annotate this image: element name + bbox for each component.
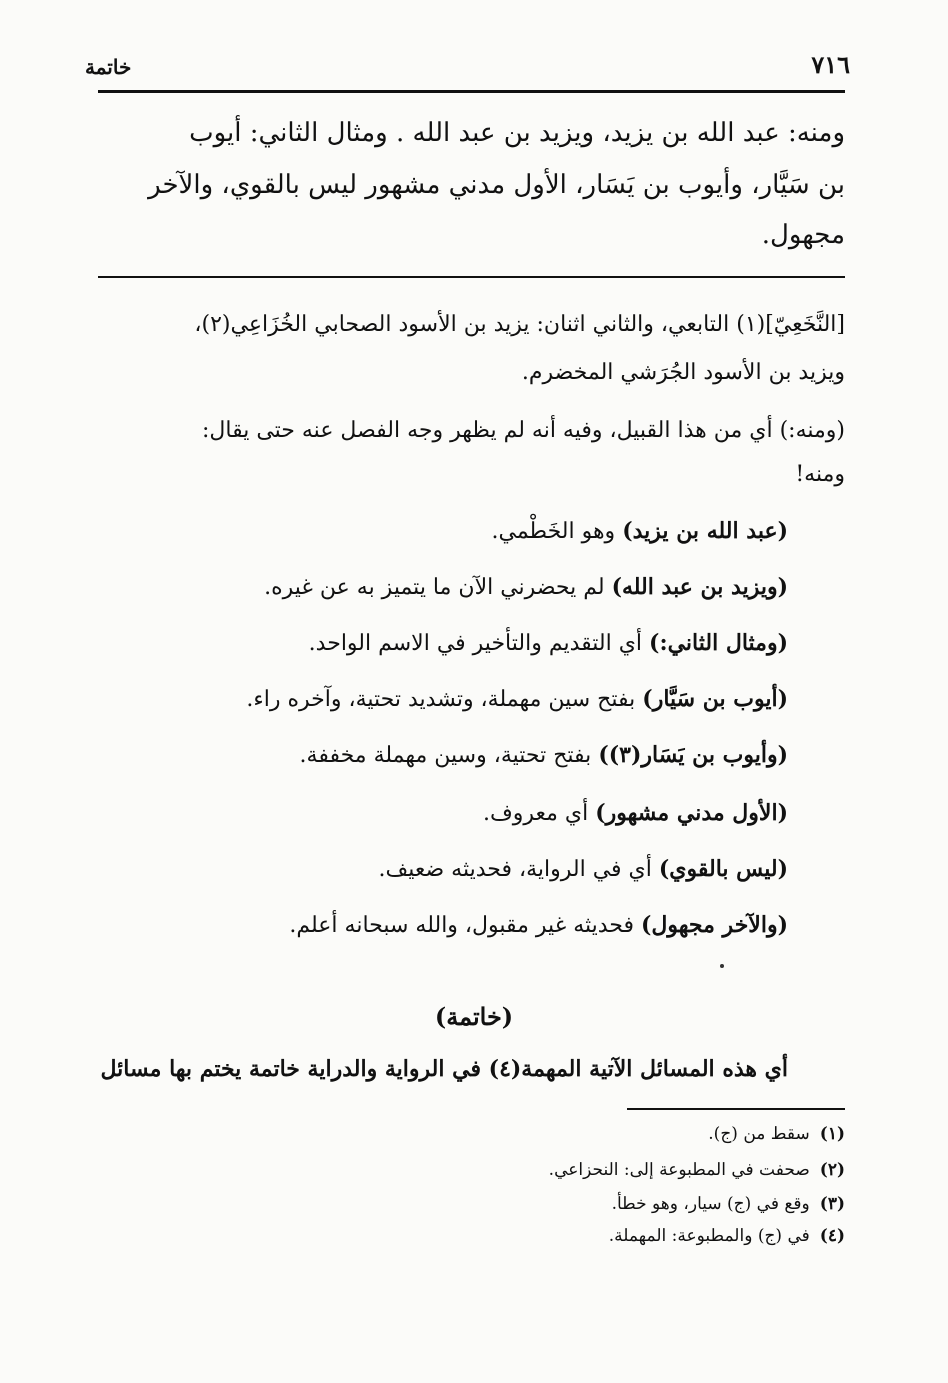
entry-lead: (أيوب بن سَيَّار): [642, 686, 788, 712]
entry-line: [264, 574, 788, 600]
commentary-line: [النَّخَعِيّ](١) التابعي، والثاني اثنان: يزيد بن الأسود الصحابي الخُزَاعِي(٢)،: [194, 312, 845, 337]
footnote-number: (١): [819, 1124, 845, 1144]
footnote-text: في (ج) والمطبوعة: المهملة.: [608, 1226, 810, 1246]
entry-lead: (ليس بالقوي): [658, 856, 788, 882]
entry-lead: (ومثال الثاني:): [649, 630, 788, 656]
stray-dot: [720, 964, 724, 968]
entry-text: أي في الرواية، فحديثه ضعيف.: [378, 857, 659, 882]
matn-line: ومنه: عبد الله بن يزيد، ويزيد بن عبد الله . ومثال الثاني: أيوب: [189, 118, 845, 148]
footnote: [549, 1160, 845, 1180]
footnote: [708, 1124, 845, 1144]
footnote-text: صحفت في المطبوعة إلى: النحزاعي.: [548, 1160, 810, 1180]
footnote-number: (٢): [819, 1160, 845, 1180]
entry-line: [300, 742, 788, 768]
entry-line: [289, 912, 788, 938]
page-number: ٧١٦: [811, 50, 850, 79]
footnote-text: وقع في (ج) سيار، وهو خطأ.: [611, 1194, 810, 1214]
entry-text: أي معروف.: [482, 801, 596, 826]
entry-text: أي التقديم والتأخير في الاسم الواحد.: [308, 631, 650, 656]
entry-text: لم يحضرني الآن ما يتميز به عن غيره.: [264, 575, 612, 600]
closing-line: أي هذه المسائل الآتية المهمة(٤) في الرواية والدراية خاتمة يختم بها مسائل: [100, 1056, 788, 1082]
entry-lead: (وأيوب بن يَسَار(٣)): [598, 742, 788, 768]
entry-line: [483, 800, 788, 826]
commentary-line: (ومنه:) أي من هذا القبيل، وفيه أنه لم يظهر وجه الفصل عنه حتى يقال:: [201, 418, 845, 443]
footnote-number: (٤): [819, 1226, 845, 1246]
entry-text: بفتح تحتية، وسين مهملة مخففة.: [299, 743, 599, 768]
commentary-line: ومنه!: [795, 462, 845, 487]
entry-text: وهو الخَطْمي.: [491, 519, 623, 544]
entry-lead: (ويزيد بن عبد الله): [611, 574, 788, 600]
running-title: خاتمة: [85, 55, 132, 79]
header-rule: [98, 90, 845, 93]
commentary-line: ويزيد بن الأسود الجُرَشي المخضرم.: [521, 360, 845, 385]
footnote-text: سقط من (ج).: [708, 1124, 810, 1144]
section-divider: [98, 276, 845, 278]
footnote: [609, 1226, 845, 1246]
matn-line: مجهول.: [761, 220, 845, 250]
section-heading: (خاتمة): [434, 1002, 514, 1031]
entry-lead: (الأول مدني مشهور): [595, 800, 788, 826]
footnote-rule: [627, 1108, 845, 1110]
entry-line: [246, 686, 788, 712]
footnote-number: (٣): [819, 1194, 845, 1214]
entry-text: بفتح سين مهملة، وتشديد تحتية، وآخره راء.: [246, 687, 643, 712]
matn-line: بن سَيَّار، وأيوب بن يَسَار، الأول مدني مشهور ليس بالقوي، والآخر: [148, 170, 845, 200]
entry-lead: (عبد الله بن يزيد): [622, 518, 788, 544]
entry-lead: (والآخر مجهول): [641, 912, 788, 938]
entry-line: [309, 630, 788, 656]
entry-text: فحديثه غير مقبول، والله سبحانه أعلم.: [289, 913, 642, 938]
entry-line: [491, 518, 788, 544]
footnote: [612, 1194, 845, 1214]
entry-line: [378, 856, 788, 882]
